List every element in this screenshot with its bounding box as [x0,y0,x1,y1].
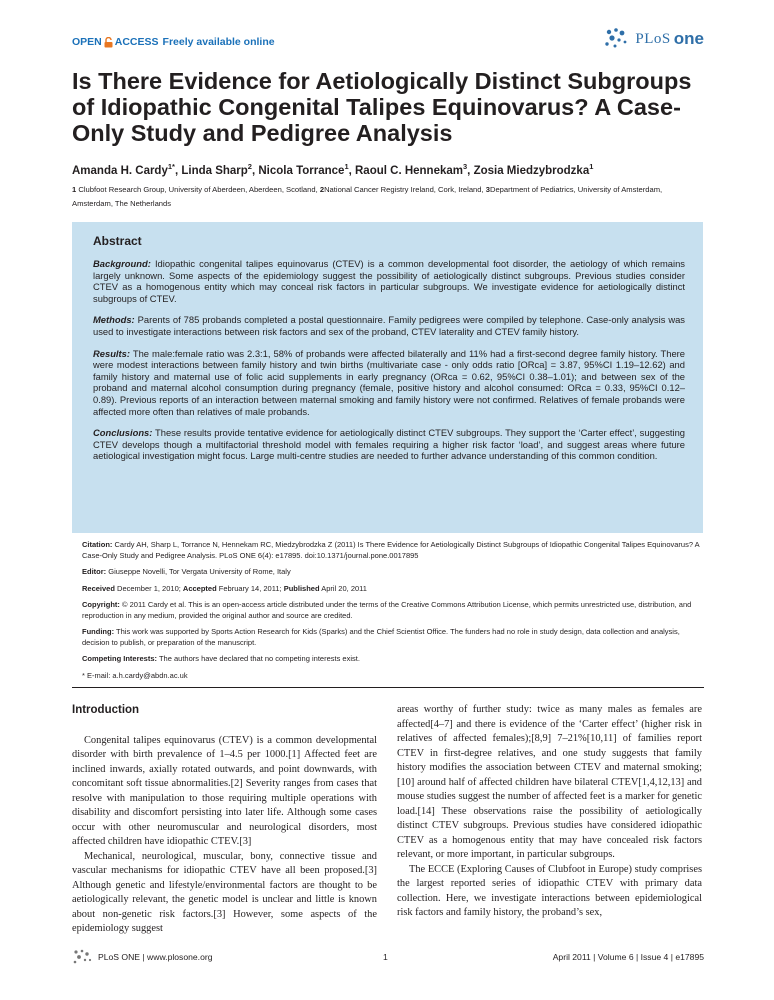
author-affiliation-mark: 1* [167,162,175,171]
footer-journal [72,948,212,966]
competing-interests [82,654,704,665]
introduction-heading: Introduction [72,704,140,716]
published-label: Published [283,583,320,593]
section-text: Idiopathic congenital talipes equinovarus (CTEV) is a common developmental foot disorder, the aetiology of which remains largely unknown. Some aspects of the epidemiology suggest the possibility of aetiologically distinct subgroups. Previous studies consider CTEV as a homogenous entity which may conceal risk factors in particular subgroups. We investigate evidence for aetiologically distinct subgroups of CTEV. [93,258,685,304]
published-date: April 20, 2011 [321,583,367,593]
section-text: The male:female ratio was 2.3:1, 58% of probands were affected bilaterally and 11% had a first-second degree family history. There were modest interactions between family history and twin births (multivariate case - only odds ratio [ORca] = 3.87, 95%CI 1.19–12.62) and family history and maternal use of folic acid supplements in early pregnancy (ORca = 0.62, 95%CI 0.38–1.01); and between sex of the proband and maternal alcohol consumption during pregnancy (female, positive history and alcohol consumed: ORca = 0.33, 95%CI 0.12–0.89). Previous reports of an interaction between maternal smoking and family history were not confirmed. Relatives of female probands were affected more often than relatives of male probands. [93,347,685,417]
logo-plos-text: PLoS [635,30,671,47]
page-number: 1 [383,952,388,962]
logo-one-text: one [673,29,704,48]
author-list: Amanda H. Cardy$^{1*}$, Linda Sharp$^2$, Nicola Torrance$^1$, Raoul C. Hennekam$^3$, Zosia Miedzybrodzka$^1$ [72,162,594,177]
affiliation-number: 3 [485,185,490,194]
received-date: December 1, 2010; [117,583,181,593]
section-label: Results: [93,347,130,359]
author-name[interactable]: Amanda H. Cardy [72,164,168,177]
funding [82,627,704,648]
funding-label: Funding: [82,627,115,636]
section-divider [72,687,704,688]
affiliation-number: 1 [72,185,77,194]
citation-text[interactable]: Cardy AH, Sharp L, Torrance N, Hennekam RC, Miedzybrodzka Z (2011) Is There Evidence for Aetiologically Distinct Subgroups of Idiopathic Congenital Talipes Equinovarus? A Case-Only Study and Pedigree Analysis. PLoS ONE 6(4): e17895. doi:10.1371/journal.pone.0017895 [82,540,700,560]
plos-logo-icon [603,26,633,52]
author-affiliation-mark: 2 [247,162,252,171]
author-affiliation-mark: 1 [589,162,594,171]
journal-header [72,29,704,64]
copyright-label: Copyright: [82,600,120,609]
author-name[interactable]: Linda Sharp [181,164,248,177]
author-name[interactable]: Nicola Torrance [258,164,345,177]
footer-issue: April 2011 | Volume 6 | Issue 4 | e17895 [552,952,704,962]
author-affiliation-mark: 1 [344,162,349,171]
editor-label: Editor: [82,567,107,576]
corresponding-email[interactable]: * E-mail: a.h.cardy@abdn.ac.uk [82,670,188,680]
dates [82,584,704,595]
section-label: Conclusions: [93,427,153,439]
abstract-content [90,228,685,472]
article-metadata [72,540,704,687]
section-label: Methods: [93,314,135,326]
abstract-results [93,348,685,418]
accepted-label: Accepted [182,583,217,593]
plos-footer-logo-icon [72,948,94,966]
affiliations [72,183,704,211]
page-footer [72,948,704,968]
freely-available-label: Freely available online [162,36,275,48]
body-column-right [397,703,702,921]
body-column-left [72,703,377,937]
competing-label: Competing Interests: [82,654,158,663]
affiliation-text: Department of Pediatrics, University of Amsterdam, Amsterdam, The Netherlands [72,185,663,208]
abstract-conclusions [93,427,685,462]
copyright [82,600,704,621]
section-text: Parents of 785 probands completed a postal questionnaire. Family pedigrees were compiled by telephone. Case-only analysis was used to investigate interactions between risk factors and sex of the proband, CTEV laterality and CTEV family history. [93,314,685,337]
author-name[interactable]: Zosia Miedzybrodzka [473,164,590,177]
paragraph: Mechanical, neurological, muscular, bony, connective tissue and vascular mechanisms for idiopathic CTEV have all been proposed.[3] Although genetic and lifestyle/environmental factors are thought to be aetiologically relevant, the genetic model is unclear and little is known about non-genetic risk factors.[3] However, some aspects of the epidemiology suggest [72,850,377,934]
citation-label: Citation: [82,540,113,549]
affiliation-text: National Cancer Registry Ireland, Cork, Ireland, [324,185,484,194]
plos-one-logo[interactable] [603,26,704,52]
funding-text: This work was supported by Sports Action Research for Kids (Sparks) and the Chief Scientist Office. The funders had no role in study design, data collection and analysis, decision to publish, or preparation of the manuscript. [82,627,680,647]
author-name[interactable]: Raoul C. Hennekam [355,164,463,177]
open-lock-icon [104,37,113,48]
abstract-background [93,258,685,304]
section-text: These results provide tentative evidence for aetiologically distinct CTEV subgroups. They support the ‘Carter effect’, suggesting CTEV develops though a multifactorial threshold model with females requiring a higher risk factor ‘load’, and suggest areas where future aetiological investigation might focus. Large multi-centre studies are needed to further advance understanding of this common condition. [93,427,685,462]
article-title: Is There Evidence for Aetiologically Distinct Subgroups of Idiopathic Congenital Talipes Equinovarus? A Case-Only Study and Pedigree Analysis [72,68,692,146]
affiliation-number: 2 [319,185,325,194]
paragraph: areas worthy of further study: twice as many males as females are affected[4–7] and there is evidence of the ‘Carter effect’ (higher risk in relatives of affected females);[8,9] 7–21%[10,11] of families report CTEV in first-degree relatives, and one study suggests that family history modifies the association between CTEV and maternal smoking;[10] around half of affected children have bilateral CTEV[1,4,12,13] and mouse studies suggest the number of affected feet is a marker for genetic load.[14] These observations raise the possibility of aetiologically distinct CTEV subgroups. Previous studies have considered idiopathic CTEV as a homogenous entity that may have concealed risk factors relevant, or more important, in particular subgroups. [397,704,702,860]
paragraph: Congenital talipes equinovarus (CTEV) is a common developmental disorder with birth prevalence of 1–4.5 per 1000.[1] Affected feet are inclined inwards, axially rotated outwards, and point downwards, with concomitant soft tissue abnormalities.[2] Severity ranges from cases that resolve with manipulation to those requiring multiple operations with disability and discomfort persisting into later life. Although some cases occur with other neuromuscular and neurological disorders, most affected children have idiopathic CTEV.[3] [72,734,377,847]
abstract-methods [93,314,685,337]
footer-journal-text[interactable]: PLoS ONE | www.plosone.org [98,952,213,962]
access-label: ACCESS [114,36,159,48]
paragraph: The ECCE (Exploring Causes of Clubfoot in Europe) study comprises the largest reported series of idiopathic CTEV with primary data collection. Here, we investigate interactions between epidemiological risk factors and family history, the proband’s sex, [397,863,702,918]
accepted-date: February 14, 2011; [218,583,282,593]
abstract-heading: Abstract [93,234,142,248]
citation [82,540,704,561]
received-label: Received [82,583,115,593]
editor-text: Giuseppe Novelli, Tor Vergata University of Rome, Italy [108,567,291,576]
affiliation-text: Clubfoot Research Group, University of Aberdeen, Aberdeen, Scotland, [78,185,318,194]
editor [82,567,704,578]
open-access-badge[interactable] [72,36,275,48]
open-label: OPEN [72,36,102,48]
competing-text: The authors have declared that no competing interests exist. [158,654,360,663]
author-affiliation-mark: 3 [463,162,468,171]
section-label: Background: [93,258,151,269]
copyright-text: © 2011 Cardy et al. This is an open-access article distributed under the terms of the Creative Commons Attribution License, which permits unrestricted use, distribution, and reproduction in any medium, provided the original author and source are credited. [82,600,692,620]
